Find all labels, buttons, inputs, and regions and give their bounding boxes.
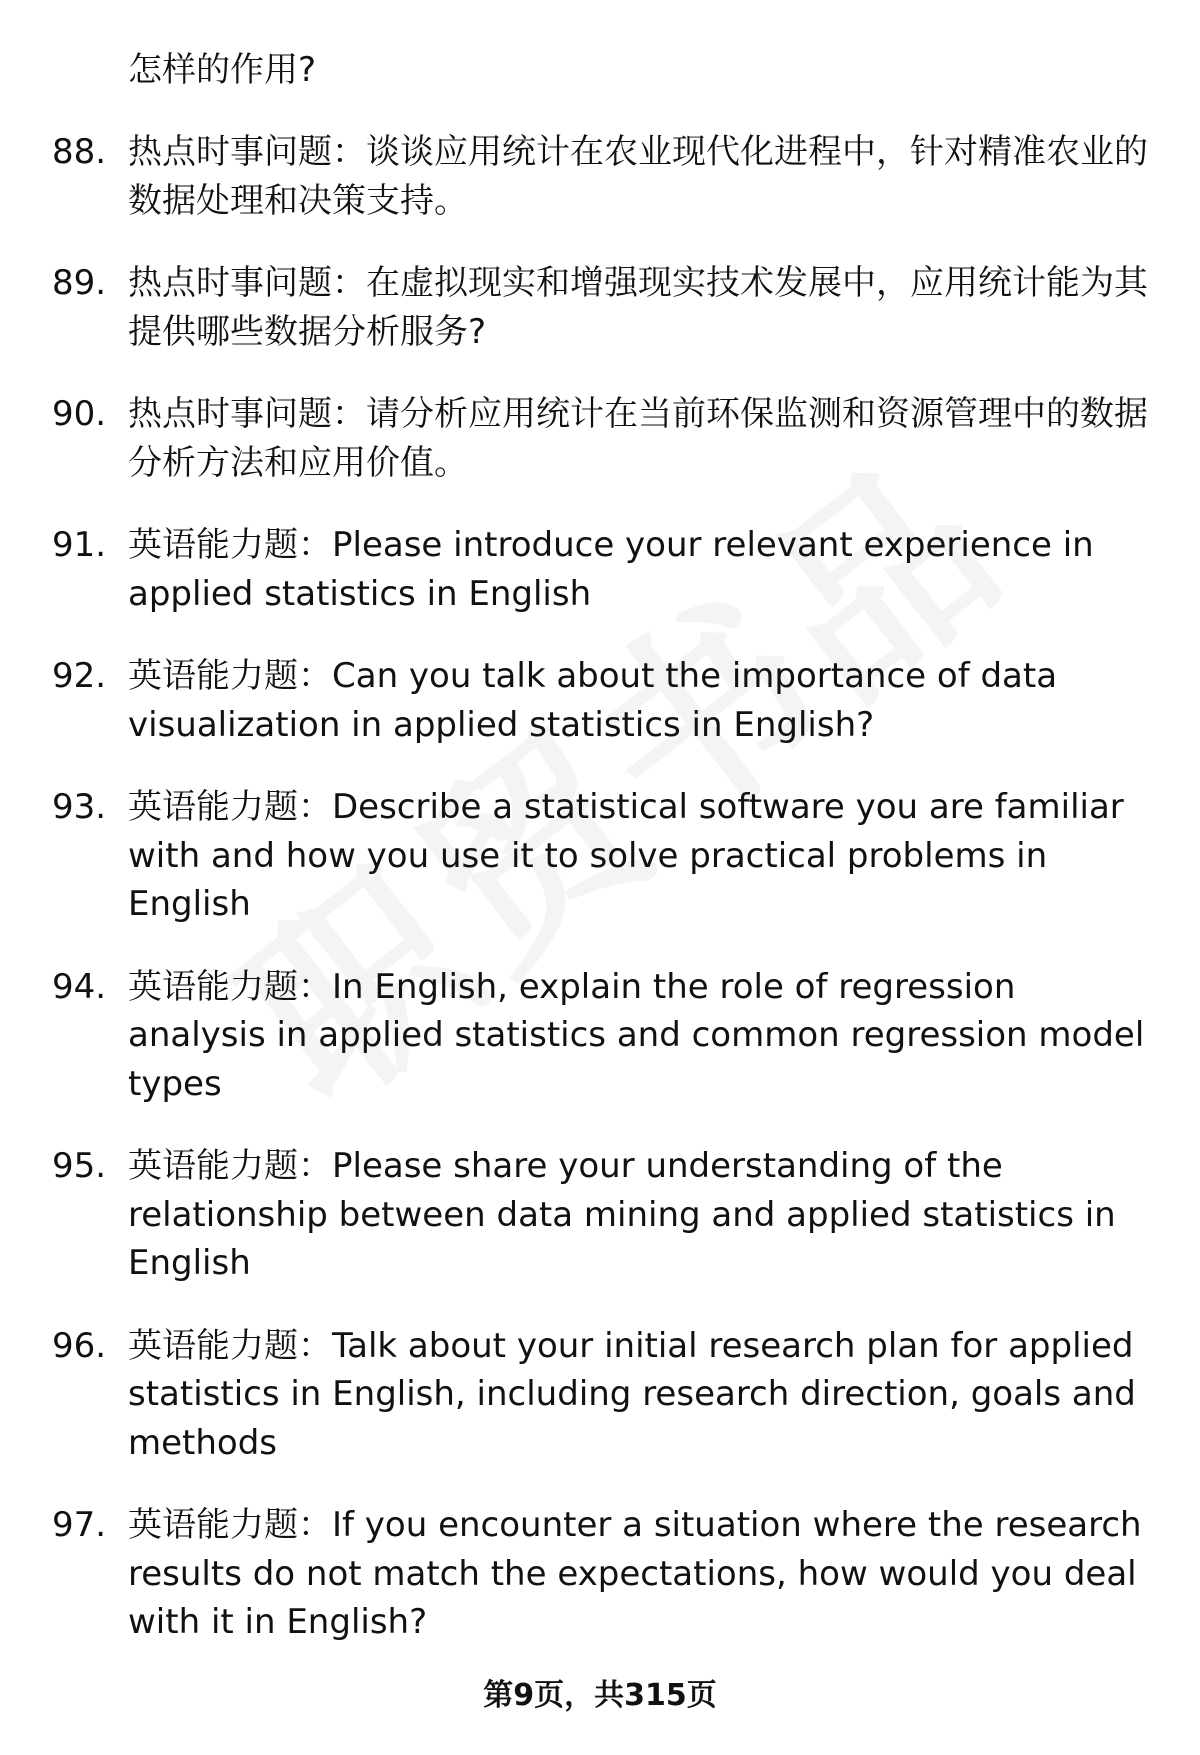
page-footer: 第9页，共315页 <box>483 1678 717 1713</box>
question-item <box>52 652 1162 749</box>
question-item <box>52 1501 1162 1647</box>
question-number: 89. <box>52 263 107 303</box>
question-text: 英语能力题：Talk about your initial research plan for applied statistics in English, including research direction, goals and methods <box>128 1325 1136 1463</box>
question-text: 热点时事问题：在虚拟现实和增强现实技术发展中，应用统计能为其提供哪些数据分析服务? <box>128 263 1148 352</box>
question-number: 90. <box>52 394 107 434</box>
continued-text: 怎样的作用? <box>128 50 317 90</box>
question-item <box>52 259 1162 356</box>
question-item <box>52 1142 1162 1288</box>
question-number: 97. <box>52 1505 107 1545</box>
question-text: 英语能力题：In English, explain the role of regression analysis in applied statistics and common regression model types <box>128 966 1145 1104</box>
question-item <box>52 390 1162 487</box>
question-item <box>52 521 1162 618</box>
question-number: 95. <box>52 1146 107 1186</box>
question-number: 93. <box>52 787 107 827</box>
question-number: 92. <box>52 656 107 696</box>
question-text: 热点时事问题：请分析应用统计在当前环保监测和资源管理中的数据分析方法和应用价值。 <box>128 394 1148 483</box>
question-text: 英语能力题：Describe a statistical software you are familiar with and how you use it to solve practical problems in English <box>128 787 1124 924</box>
question-text: 英语能力题：Please introduce your relevant experience in applied statistics in English <box>128 525 1094 614</box>
question-number: 91. <box>52 525 107 565</box>
question-item <box>52 783 1162 929</box>
question-text: 英语能力题：Please share your understanding of the relationship between data mining and applied statistics in English <box>128 1146 1116 1283</box>
question-text: 英语能力题：Can you talk about the importance of data visualization in applied statistics in English? <box>128 656 1058 745</box>
question-item <box>52 128 1162 225</box>
question-text: 热点时事问题：谈谈应用统计在农业现代化进程中，针对精准农业的数据处理和决策支持。 <box>128 132 1148 221</box>
question-text: 英语能力题：If you encounter a situation where the research results do not match the expectations, how would you deal with it in English? <box>128 1505 1142 1642</box>
question-item <box>52 963 1162 1109</box>
question-number: 94. <box>52 966 107 1007</box>
question-item <box>52 1322 1162 1468</box>
question-number: 88. <box>52 132 107 172</box>
question-list <box>52 46 1162 1681</box>
question-number: 96. <box>52 1325 107 1366</box>
